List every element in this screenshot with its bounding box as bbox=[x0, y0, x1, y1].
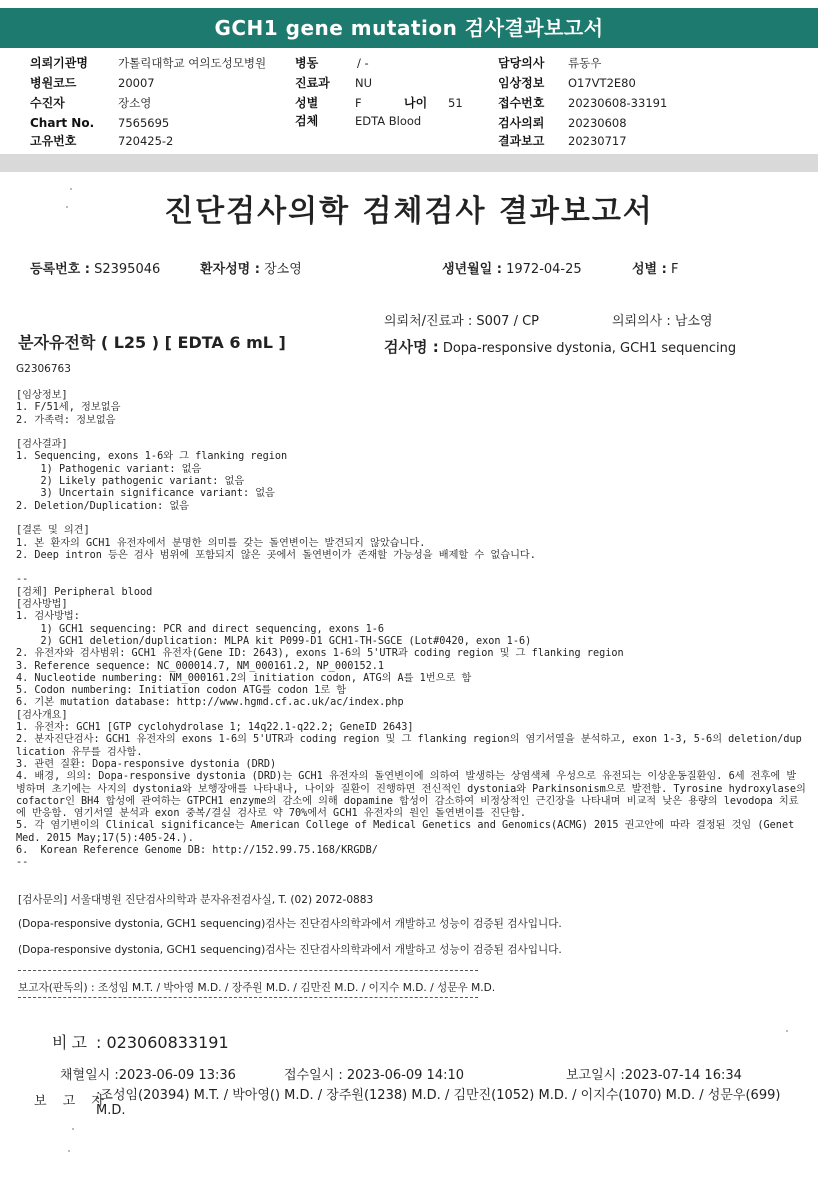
report-body-line bbox=[16, 427, 806, 439]
report-body-line: 1. F/51세, 정보없음 bbox=[16, 402, 121, 414]
report-body-line: 2. 유전자와 검사범위: GCH1 유전자(Gene ID: 2643), exons 1-6의 5'UTR과 coding region 및 그 flanking region bbox=[16, 648, 624, 660]
report-body bbox=[16, 390, 813, 870]
scan-artifact bbox=[786, 1030, 788, 1032]
receipt-datetime: 접수일시 : 2023-06-09 14:10 bbox=[284, 1068, 465, 1083]
info-label: 담당의사 bbox=[498, 56, 545, 70]
info-value: 20230608-33191 bbox=[568, 96, 668, 110]
exam-name: 검사명 : Dopa-responsive dystonia, GCH1 sequencing bbox=[384, 338, 737, 356]
notice-line: (Dopa-responsive dystonia, GCH1 sequencing)검사는 진단검사의학과에서 개발하고 성능이 검증된 검사입니다. bbox=[18, 918, 562, 930]
info-label: 검사의뢰 bbox=[498, 116, 545, 130]
report-body-line: [검사결과] bbox=[16, 439, 68, 451]
report-body-line: 6. Korean Reference Genome DB: http://152.99.75.168/KRGDB/ bbox=[16, 844, 378, 856]
referring-doctor: 의뢰의사 : 남소영 bbox=[612, 314, 713, 329]
info-label: 결과보고 bbox=[498, 134, 545, 148]
dashed-divider bbox=[18, 997, 478, 998]
info-value: NU bbox=[355, 76, 373, 90]
report-body-line: 2. 가족력: 정보없음 bbox=[16, 414, 116, 426]
info-label: 병동 bbox=[295, 56, 319, 70]
info-label: 검체 bbox=[295, 114, 319, 128]
remarks bbox=[52, 1030, 229, 1053]
remarks-value: : 023060833191 bbox=[96, 1033, 229, 1052]
reporter-value: :조성임(20394) M.T. / 박아영() M.D. / 장주원(1238) M.D. / 김만진(1052) M.D. / 이지수(1070) M.D. / 성문우(699) M.D. bbox=[96, 1088, 781, 1118]
info-value: 7565695 bbox=[118, 116, 170, 130]
date-of-birth: 생년월일 : 1972-04-25 bbox=[442, 262, 582, 277]
specimen-code: G2306763 bbox=[16, 363, 71, 375]
info-label: 의뢰기관명 bbox=[30, 56, 88, 70]
info-value: 장소영 bbox=[118, 96, 152, 110]
report-body-line: [검사개요] bbox=[16, 709, 68, 721]
info-value: 51 bbox=[448, 96, 463, 110]
report-body-line: 1. 본 환자의 GCH1 유전자에서 분명한 의미를 갖는 돌연변이는 발견되지 않았습니다. bbox=[16, 537, 426, 549]
report-body-line: 1. Sequencing, exons 1-6와 그 flanking region bbox=[16, 451, 288, 463]
report-body-line: 4. Nucleotide numbering: NM_000161.2의 initiation codon, ATG의 A를 1번으로 함 bbox=[16, 672, 472, 684]
info-value: 20230608 bbox=[568, 116, 627, 130]
info-value: F bbox=[355, 96, 362, 110]
info-value: 류동우 bbox=[568, 56, 602, 70]
document-title: 진단검사의학 검체검사 결과보고서 bbox=[164, 194, 654, 229]
report-body-line: 1) GCH1 sequencing: PCR and direct sequencing, exons 1-6 bbox=[16, 623, 385, 635]
report-body-line: 5. 각 염기변이의 Clinical significance는 American College of Medical Genetics and Genomics(ACMG) 2015 권고안에 따라 결정된 것임 (Genet Med. 2015 May;17(5):405-24.). bbox=[16, 820, 801, 844]
report-body-line: 1. 유전자: GCH1 [GTP cyclohydrolase 1; 14q22.1-q22.2; GeneID 2643] bbox=[16, 722, 414, 734]
info-label: 수진자 bbox=[30, 96, 65, 110]
info-label: 병원코드 bbox=[30, 76, 77, 90]
report-body-line bbox=[16, 562, 806, 574]
report-body-line: 2. 분자진단검사: GCH1 유전자의 exons 1-6의 5'UTR과 coding region 및 그 flanking region의 염기서열을 분석하고, exon 1-3, 5-6의 deletion/duplication 유무를 검사함. bbox=[16, 734, 802, 758]
info-label: 고유번호 bbox=[30, 134, 77, 148]
reporter-label: 보 고 자 bbox=[34, 1094, 110, 1109]
report-body-line: [임상정보] bbox=[16, 390, 68, 401]
info-value: 20007 bbox=[118, 76, 155, 90]
info-value: / - bbox=[357, 56, 369, 70]
report-body-line: 2. Deletion/Duplication: 없음 bbox=[16, 500, 190, 512]
info-label: 진료과 bbox=[295, 76, 330, 90]
report-body-line: 1) Pathogenic variant: 없음 bbox=[16, 463, 202, 475]
report-body-line: 5. Codon numbering: Initiation codon ATG를 codon 1로 함 bbox=[16, 685, 347, 697]
referring-department: 의뢰처/진료과 : S007 / CP bbox=[384, 314, 539, 329]
report-body-line: 3. Reference sequence: NC_000014.7, NM_000161.2, NP_000152.1 bbox=[16, 660, 385, 672]
registration-number: 등록번호 : S2395046 bbox=[30, 262, 161, 277]
patient-sex: 성별 : F bbox=[632, 262, 679, 277]
contact-line: [검사문의] 서울대병원 진단검사의학과 분자유전검사실, T. (02) 2072-0883 bbox=[18, 894, 374, 906]
report-body-line: -- bbox=[16, 574, 29, 586]
info-label: 접수번호 bbox=[498, 96, 545, 110]
separator-band bbox=[0, 154, 818, 172]
section-heading: 분자유전학 ( L25 ) [ EDTA 6 mL ] bbox=[18, 333, 286, 352]
report-body-line: 6. 기본 mutation database: http://www.hgmd.cf.ac.uk/ac/index.php bbox=[16, 697, 404, 709]
report-body-line: 2) Likely pathogenic variant: 없음 bbox=[16, 476, 245, 488]
report-body-line: [검체] Peripheral blood bbox=[16, 586, 153, 598]
scan-artifact bbox=[72, 1128, 74, 1130]
collection-datetime: 채혈일시 :2023-06-09 13:36 bbox=[60, 1068, 236, 1083]
report-body-line: 3. 관련 질환: Dopa-responsive dystonia (DRD) bbox=[16, 758, 277, 770]
info-value: EDTA Blood bbox=[355, 114, 422, 128]
notice-line: (Dopa-responsive dystonia, GCH1 sequencing)검사는 진단검사의학과에서 개발하고 성능이 검증된 검사입니다. bbox=[18, 944, 562, 956]
report-body-line: [결론 및 의견] bbox=[16, 525, 90, 537]
report-body-line: -- bbox=[16, 857, 29, 869]
dashed-divider bbox=[18, 970, 478, 971]
info-label: 임상정보 bbox=[498, 76, 545, 90]
info-grid bbox=[0, 52, 818, 152]
remarks-label: 비고 bbox=[52, 1033, 91, 1052]
report-body-line: 3) Uncertain significance variant: 없음 bbox=[16, 488, 275, 500]
reporters-line: 보고자(판독의) : 조성임 M.T. / 박아영 M.D. / 장주원 M.D. / 김만진 M.D. / 이지수 M.D. / 성문우 M.D. bbox=[18, 982, 496, 994]
info-value: 가톨릭대학교 여의도성모병원 bbox=[118, 56, 267, 70]
report-body-line: 2. Deep intron 등은 검사 범위에 포함되지 않은 곳에서 돌연변이가 존재할 가능성을 배제할 수 없습니다. bbox=[16, 549, 536, 561]
report-title-bar: GCH1 gene mutation 검사결과보고서 bbox=[0, 8, 818, 48]
report-body-line: 2) GCH1 deletion/duplication: MLPA kit P099-D1 GCH1-TH-SGCE (Lot#0420, exon 1-6) bbox=[16, 635, 532, 647]
info-value: 20230717 bbox=[568, 134, 627, 148]
scan-artifact bbox=[66, 206, 68, 208]
report-body-line bbox=[16, 513, 806, 525]
patient-name: 환자성명 : 장소영 bbox=[200, 262, 302, 277]
scan-artifact bbox=[68, 1150, 70, 1152]
scan-artifact bbox=[70, 188, 72, 190]
info-label: 나이 bbox=[404, 96, 428, 110]
info-label: 성별 bbox=[295, 96, 319, 110]
info-value: O17VT2E80 bbox=[568, 76, 636, 90]
report-body-line: 4. 배경, 의의: Dopa-responsive dystonia (DRD)는 GCH1 유전자의 돌연변이에 의하여 발생하는 상염색체 우성으로 유전되는 이상운동질환임. 6세 전후에 발병하며 초기에는 사지의 dystonia와 보행장애를 나타내나, 나이와 질환이 진행하면 전신적인 dystonia와 Parkinsonism으로 발전함. Tyrosine hydroxylase의 cofactor인 BH4 합성에 관여하는 GTPCH1 enzyme의 감소에 의해 dopamine 합성이 감소하여 비정상적인 근긴장을 나타내며 비교적 낮은 용량의 levodopa 치료에 반응함. 염기서열 분석과 exon 중복/결실 검사로 약 70%에서 GCH1 유전자의 원인 돌연변이를 진단함. bbox=[16, 771, 813, 820]
report-datetime: 보고일시 :2023-07-14 16:34 bbox=[566, 1068, 742, 1083]
info-label: Chart No. bbox=[30, 116, 95, 130]
report-body-line: 1. 검사방법: bbox=[16, 611, 80, 623]
report-body-line: [검사방법] bbox=[16, 599, 68, 611]
info-value: 720425-2 bbox=[118, 134, 174, 148]
